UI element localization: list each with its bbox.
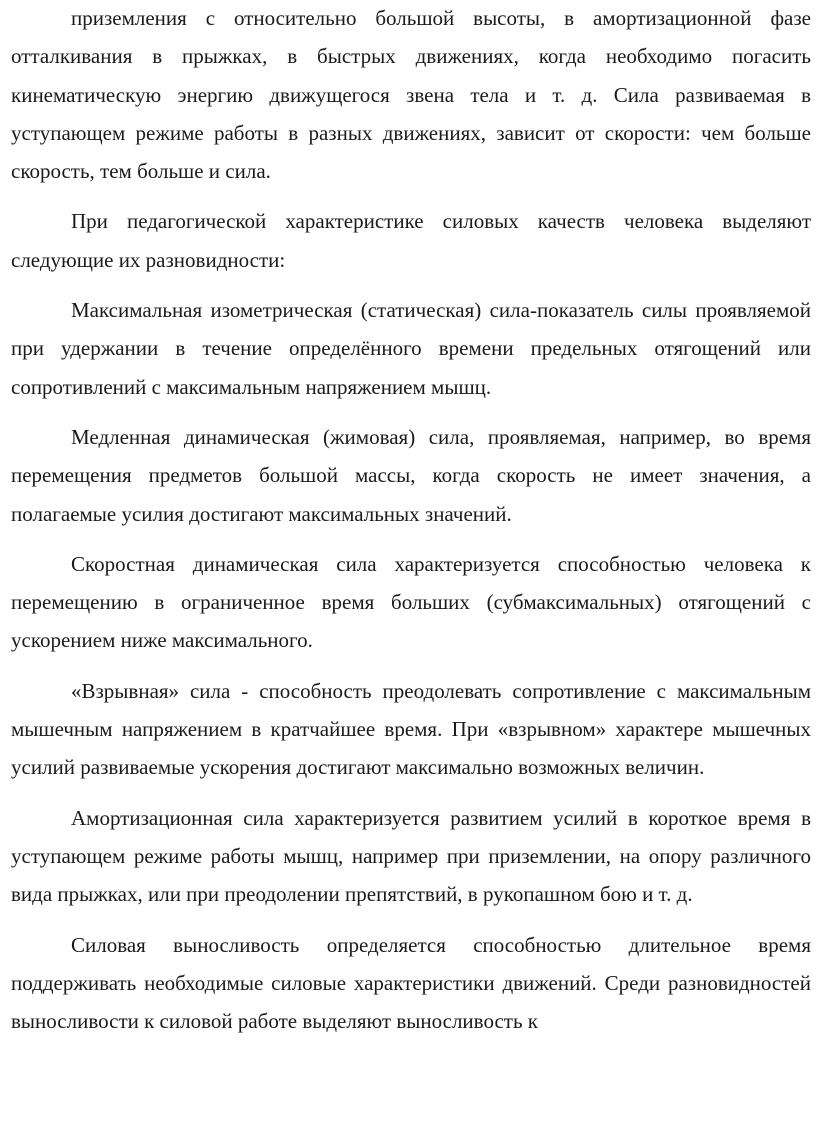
paragraph-amortization-strength: Амортизационная сила характеризуется развитием усилий в короткое время в уступающем режиме работы мышц, например при приземлении, на опору различного вида прыжках, или при преодолении препятствий, в рукопашном бою и т. д. [11, 805, 811, 907]
paragraph-max-isometric-strength: Максимальная изометрическая (статическая) сила-показатель силы проявляемой при удержании в течение определённого времени предельных отягощений или сопротивлений с максимальным напряжением мышц. [11, 298, 811, 399]
paragraph-slow-dynamic-strength: Медленная динамическая (жимовая) сила, проявляемая, например, во время перемещения предметов большой массы, когда скорость не имеет значения, а полагаемые усилия достигают максимальных значений. [11, 424, 811, 526]
paragraph-explosive-strength: «Взрывная» сила - способность преодолевать сопротивление с максимальным мышечным напряжением в кратчайшее время. При «взрывном» характере мышечных усилий развиваемые ускорения достигают максимально возможных величин. [11, 678, 811, 780]
paragraph-speed-dynamic-strength: Скоростная динамическая сила характеризуется способностью человека к перемещению в ограниченное время больших (субмаксимальных) отягощений с ускорением ниже максимального. [11, 551, 811, 653]
document-page [11, 0, 811, 1040]
paragraph-continuation: приземления с относительно большой высоты, в амортизационной фазе отталкивания в прыжках, в быстрых движениях, когда необходимо погасить кинематическую энергию движущегося звена тела и т. д. Сила развиваемая в уступающем режиме работы в разных движениях, зависит от скорости: чем больше скорость, тем больше и сила. [11, 6, 811, 184]
paragraph-strength-types-intro: При педагогической характеристике силовых качеств человека выделяют следующие их разновидности: [11, 209, 811, 272]
paragraph-strength-endurance: Силовая выносливость определяется способностью длительное время поддерживать необходимые силовые характеристики движений. Среди разновидностей выносливости к силовой работе выделяют выносливость к [11, 932, 811, 1034]
